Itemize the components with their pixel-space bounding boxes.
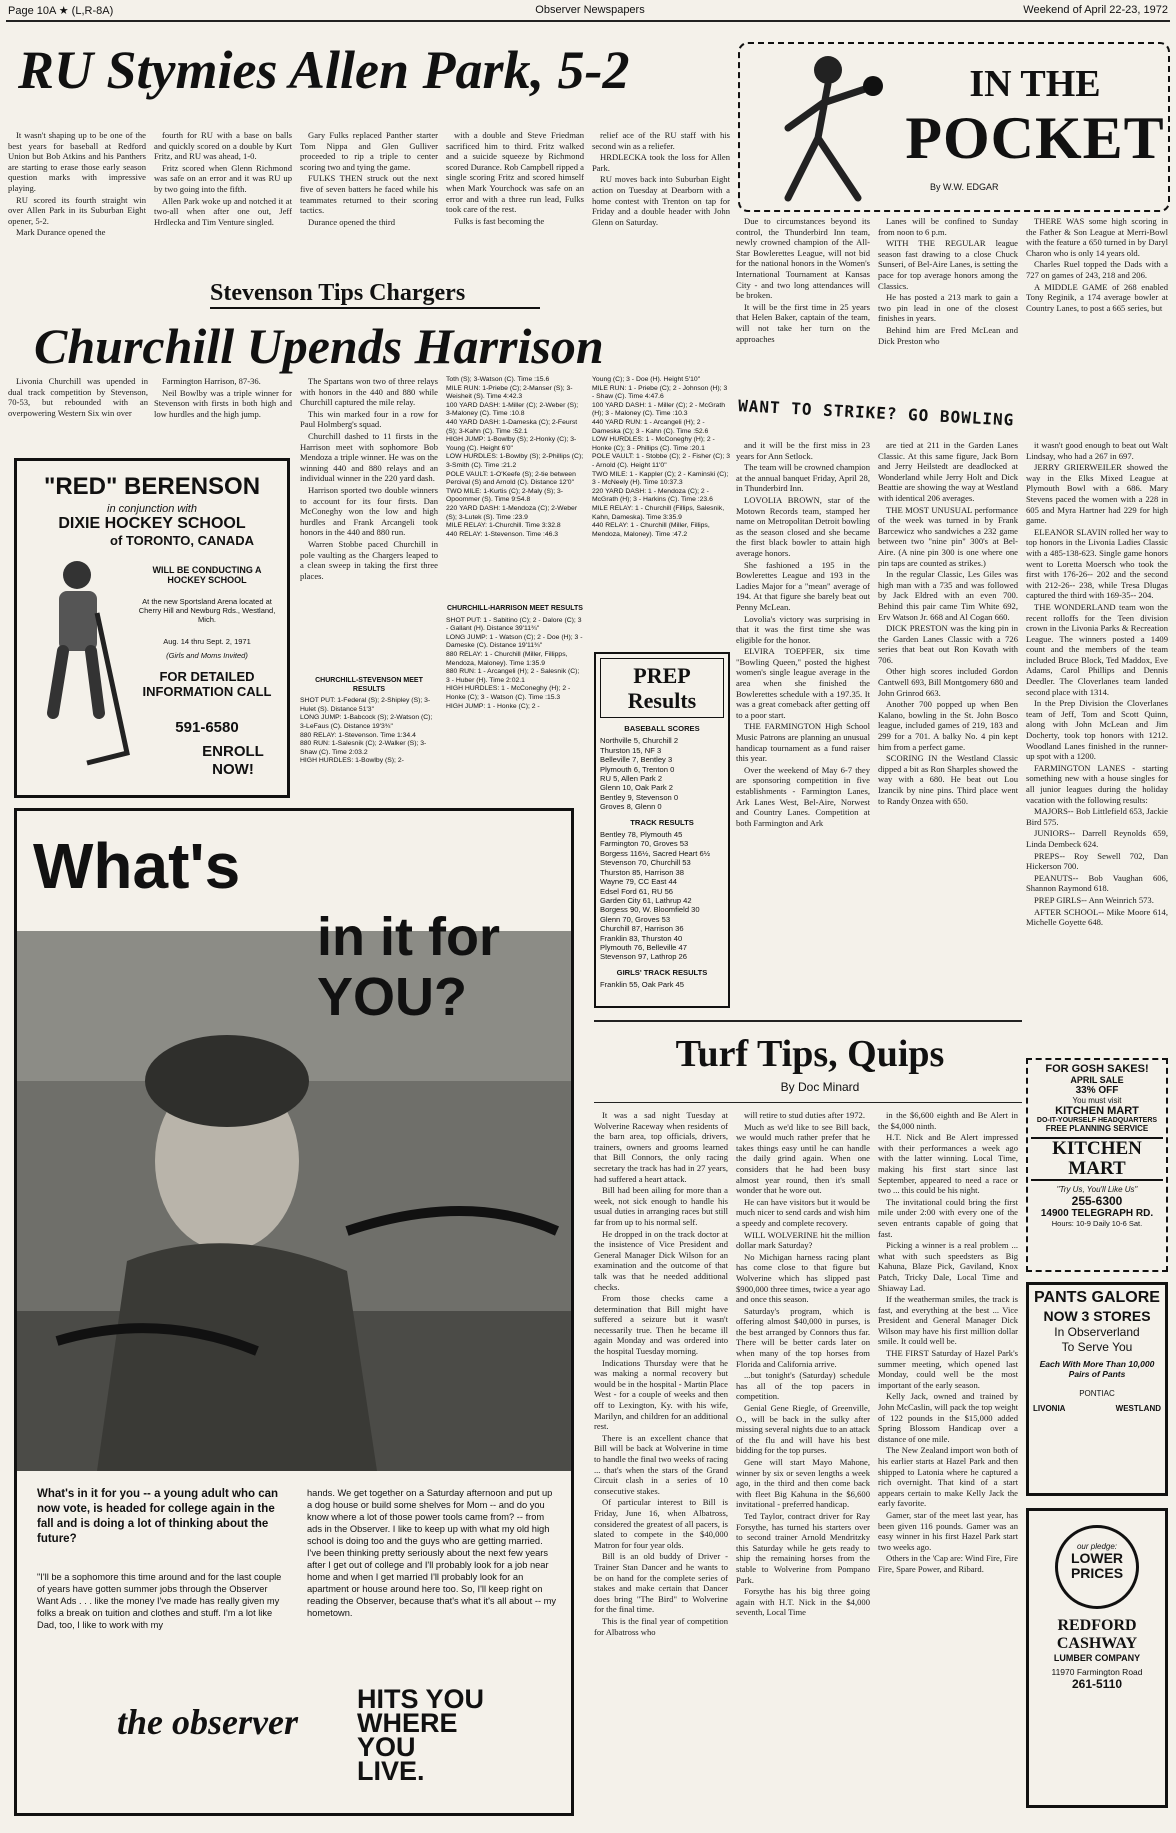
churchill-stevenson-results: CHURCHILL-STEVENSON MEET RESULTS SHOT PUT: 1-Federal (S); 2-Shipley (S); 3-Hulet (S). Distance 51'3" LONG JUMP: 1-Babcock (S); 2-Watson (C); 3-LeFaus (C). Distance 19'3¾" 880 RELAY: 1-Stevenson. Time 1:34.4 880 RUN: 1-Salesnik (C); 2-Walker (S); 3-Shaw (C). Time 2:03.2 HIGH HURDLES: 1-Bowlby (S); 2- bbox=[300, 677, 433, 765]
stevenson-kicker: Stevenson Tips Chargers bbox=[210, 280, 540, 309]
harrison-results-cont: Young (C); 3 - Doe (H). Height 5'10" MILE RUN: 1 - Priebe (C); 2 - Johnson (H); 3 - Shaw (C). Time 4:47.6 100 YARD DASH: 1 - Miller (C); 2 - McGrath (H); 3 - Maloney (C). Time :10.3 440 YARD RUN: 1 - Arcangeli (H); 2 - Dameska (C); 3 - Kahn (C). Time :52.6 LOW HURDLES: 1 - McConeghy (H); 2 - Honke (C); 3 - Phillips (C). Time :20.1 POLE VAULT: 1 - Stobbe (C); 2 - Fisher (C); 3 - Arnold (C). Height 11'0" TWO MILE: 1 - Kappler (C); 2 - Kaminski (C); 3 - McNeely (H). Time 10:37.3 220 YARD DASH: 1 - Mendoza (C); 2 - McGrath (H); 3 - Harkins (C). Time :23.6 MILE RELAY: 1 - Churchill (Fillips, Salesnik, Kahn, Dameska). Time 3:35.9 440 RELAY: 1 - Churchill (Miller, Fillips, Mendoza, Maloney). Time :47.2 bbox=[592, 376, 730, 538]
pocket-title-2: POCKET bbox=[905, 105, 1165, 171]
ru-col-5: relief ace of the RU staff with his second win as a reliefer. HRDLECKA took the loss for Allen Park. RU moves back into Suburban Eight action on Tuesday at Dearborn with a home contest with Trenton on tap for Friday and a double header with John Glenn on Saturday. bbox=[592, 130, 730, 227]
pocket-byline: By W.W. EDGAR bbox=[930, 182, 999, 192]
young-man-photo bbox=[17, 931, 571, 1471]
prep-results-box bbox=[594, 652, 730, 1008]
ru-col-3: Gary Fulks replaced Panther starter Tom Nippa and Glen Gulliver proceeded to rip a triple to center scoring two and tying the game. FULKS THEN struck out the next five of seven batters he faced while his teammates returned to their scoring tactics. Durance opened the third bbox=[300, 130, 438, 227]
turf-col-1: It was a sad night Tuesday at Wolverine Raceway when residents of the barn area, top officials, drivers, trainers, owners and grooms learned that Bill Connors, the only racing secretary the track has had in 27 years, had suffered a heart attack. Bill had been ailing for more than a week, not sick enough to handle his usual duties in arranging races but still far from up to his normal self. He dropped in on the track doctor at the insistence of Vice President and General Manager Dick Wilson for an examination and the outcome of that talk was that he needed additional checks. From those checks came a determination that Bill might have suffered a seizure but it wasn't necessarily true. Then he became ill again Monday and was ordered into the hospital Tuesday morning. Indications Thursday were that he was making a normal recovery but would be in the hospital - Martin Place West - for a couple of weeks and then off to Lexington, Ky. with his wife, Marilyn, and children for an additional rest. There is an excellent chance that Bill will be back at Wolverine in time to handle the final two weeks of racing ... that's when the stars of the Grand Circuit clash in a series of 10 consecutive stakes. Of particular interest to Bill is Friday, June 16, when Albatross, considered the greatest of all pacers, is slated to compete in the $40,000 Matron for four year olds. Bill is an old buddy of Driver - Trainer Stan Dancer and he wants to be on hand for the complete series of stakes and make certain that Dancer does bring "The Bird" to Wolverine for the final time. This is the final year of competition for Albatross who bbox=[594, 1110, 728, 1637]
turf-col-3: in the $6,600 eighth and Be Alert in the $4,000 ninth. H.T. Nick and Be Alert impressed with their performances a week ago with the latter winning. Local Time, making his first start since last September, appeared to need a race or two ... this could be his night. The invitational could bring the first mile under 2:00 with every one of the seven entrants capable of going that fast. Picking a winner is a real problem ... what with such speedsters as Big Kahuna, Blaze Pick, Gaviland, Knox Patch, Tricky Dale, Local Time and Shiaway Lad. If the weatherman smiles, the track is fast, and everything at the best ... Vice President and General Manager Dick Wilson may have his first million dollar smile. It could well be. THE FIRST Saturday of Hazel Park's summer meeting, which opened last Monday, could well be the most important of the early season. Kelly Jack, owned and trained by John McCaslin, will pack the top weight of 122 pounds in the $15,000 added Spring Blossom Handicap over a distance of one mile. The New Zealand import won both of his earlier starts at Hazel Park and then shipped to Latonia where he captured a rich overnight. That kind of a start appears certain to make Kelly Jack the early favorite. Gamer, star of the meet last year, has been given 116 pounds. Gamer was an easy winner in his first Hazel Park start two weeks ago. Others in the 'Cap are: Wind Fire, Fire Fire, Spare Power, and Ribard. bbox=[878, 1110, 1018, 1574]
bowl2-col-1: and it will be the first miss in 23 years for Ann Setlock. The team will be crowned champion at the annual banquet Friday, April 28, in Thunderbird Inn. LOVOLIA BROWN, star of the Motown Records team, stamped her name on Metropolitan Detroit bowling as the season closed and she became the first black bowler to attain high average honors. She fashioned a 195 in the Bowlerettes League and 193 in the Ladies Major for a "mean" average of 194. At that figure she barely beat out Penny McLean. Lovolia's victory was surprising in that it was the first time she was eligible for the honor. ELVIRA TOEPFER, six time "Bowling Queen," posted the highest women's single league average in the area when she finished the Bowlerettes schedule with a 197.35. It was a great comeback after getting off to a poor start. THE FARMINGTON High School Music Patrons are planning an unusual handicap tournament as a fund raiser this year. Over the weekend of May 6-7 they are sponsoring competition in five establishments - Farmington Lanes, Ark Lanes West, Bel-Aire, Norwest and Country Lanes. Competition at both Farmington and Ark bbox=[736, 440, 870, 828]
hockey-player-illustration bbox=[27, 553, 137, 773]
lower-prices-badge: our pledge: LOWER PRICES bbox=[1055, 1525, 1139, 1609]
masthead-paper: Observer Newspapers bbox=[535, 4, 645, 16]
pocket-col-1: Due to circumstances beyond its control, the Thunderbird Inn team, newly crowned champion of the All-Star Bowlerettes League, will not bid for the national honors in the Women's International Tournament at Kansas City - and two long attendances will be broken. It will be the first time in 25 years that Helen Baker, captain of the team, will not take her turn on the approaches bbox=[736, 216, 870, 344]
bowl2-col-3: it wasn't good enough to beat out Walt Lindsay, who had a 267 in 697. JERRY GRIERWEILER showed the way in the Elks Mixed League at Plymouth Bowl with a 686. Mary Stevens paced the women with a 228 in 605 and Myra Hartner had 229 for high game. ELEANOR SLAVIN rolled her way to top honors in the Livonia Ladies Classic with a 485-138-623. Single game honors went to Loretta Moersch who took the first with 176-26-- 202 and the second with 212-26-- 238, while Tresa Dlugas captured the third with 169-35-- 204. THE WONDERLAND team won the recent rolloffs for the Teen division crown in the Livonia Parks & Recreation League. The winners posted a 1409 count and the members of the team included Bruce Block, Ted Maddox, Eve Adams, Carol Phillips and Dennis Deedler. The Cloverlanes team landed second place with 1314. In the Prep Division the Cloverlanes team of Jeff, Tom and Scott Quinn, along with John McLean and Jim Docherty, took top honors with 1212. Woodland Lanes finished in the runner-up spot with a 1200. FARMINGTON LANES - starting something new with a house singles for all junior leagues during the holiday vacation with the following results: MAJORS-- Bob Littlefield 653, Jackie Bird 575. JUNIORS-- Darrell Reynolds 659, Linda Dembeck 624. PREPS-- Roy Sewell 702, Dan Hickerson 700. PEANUTS-- Bob Vaughan 606, Shannon Raymond 618. PREP GIRLS-- Ann Weinrich 573. AFTER SCHOOL-- Mike Moore 614, Michelle Goyette 648. bbox=[1026, 440, 1168, 928]
turf-bottom-rule bbox=[594, 1102, 1022, 1103]
pocket-col-3: THERE WAS some high scoring in the Father & Son League at Merri-Bowl with the feature a 650 turned in by Daryl Charon who is only 14 years old. Charles Ruel topped the Dads with a 727 on games of 243, 218 and 206. A MIDDLE GAME of 268 enabled Tony Reginik, a 174 average bowler at Country Lanes, to post a 665 series, but bbox=[1026, 216, 1168, 313]
ru-col-4: with a double and Steve Friedman sacrificed him to third. Fritz walked and a suicide squeeze by Richmond scored Durance. Rob Campbell ripped a single scoring Fritz and scored himself when Mark Yourchock was safe on an error and with a three run lead, Fulks took care of the rest. Fulks is fast becoming the bbox=[446, 130, 584, 226]
bowler-illustration bbox=[748, 48, 898, 208]
bowl2-col-2: are tied at 211 in the Garden Lanes Classic. At this same figure, Jack Born and Jerry Heilstedt are deadlocked at Wonderland while Jerry Holt and Dick Beattie are showing the way at Westland with identical 206 averages. THE MOST UNUSUAL performance of the week was turned in by Frank Barcewicz who sandwiches a 232 game between two "nine pin" 300's at Bel-Aire. (A nine pin 300 is one where one pin taps are counted as strikes.) In the regular Classic, Les Giles was high man with a 735 and was followed by Jack Eldred with an even 700. Behind this pair came Tim White 692, Erv Watson Jr. 668 and Al Cogan 660. DICK PRESTON was the king pin in the Garden Lanes Classic with a 726 series that beat out Ron Kovath with 706. Other high scores included Gordon Cantwell 693, Bill Montgomery 680 and John Grinrod 663. Another 700 popped up when Ben Kalano, bowling in the St. John Bosco league, included games of 219, 183 and 299 for a 701. A balky No. 4 pin kept him from a perfect game. SCORING IN the Westland Classic dipped a bit as Ron Sharples showed the way with a 680. He beat out Lou Izancik by nine pins. Third place went to Randy Onzea with 650. bbox=[878, 440, 1018, 806]
turf-headline: Turf Tips, Quips bbox=[675, 1033, 945, 1075]
ad-quote-2: hands. We get together on a Saturday afternoon and put up a dog house or build some shelves for Mom -- and do you know where a lot of those power tools came from? -- from ads in the Observer. I like to keep up with what my old high school is doing too and the guys who are getting married. I've been thinking pretty seriously about the next few years after I get out of college and I'll probably look for a job near home and when I get married I'll probably look for an apartment or house around here too. So, I'll keep right on reading the Observer, because that's what it's all about -- my hometown. bbox=[307, 1488, 557, 1618]
pocket-title-1: IN THE bbox=[969, 63, 1101, 105]
churchill-col-3: The Spartans won two of three relays with honors in the 440 and 880 while Churchill captured the mile relay. This win marked four in a row for Paul Holmberg's squad. Churchill dashed to 11 firsts in the Harrison meet with sophomore Bob Mendoza a triple winner. He was on the winning 440 and 880 relays and an individual winner in the 220 yard dash. Harrison sported two double winners to account for its four firsts. Dan McConeghy won the low and high hurdles and Frank Arcangeli took honors in the 440 and 880 run. Warren Stobbe paced Churchill in pole vaulting as the Chargers leaped to a clean sweep in taking the first three places. bbox=[300, 376, 438, 581]
pocket-header bbox=[738, 42, 1170, 212]
churchill-col-1: Livonia Churchill was upended in dual track competition by Stevenson, 70-53, but rebounded with an overpowering Western Six win over bbox=[8, 376, 148, 418]
pants-store-list: LIVONIA WESTLAND bbox=[1033, 1404, 1161, 1413]
ad-headline-in-it-for: in it for bbox=[317, 907, 500, 967]
turf-byline: By Doc Minard bbox=[780, 1080, 860, 1094]
churchill-col-2: Farmington Harrison, 87-36. Neil Bowlby was a triple winner for Stevenson with firsts in both high and low hurdles and the high jump. bbox=[154, 376, 292, 419]
berenson-phone: 591-6580 bbox=[175, 719, 239, 736]
bowling-slogan: WANT TO STRIKE? GO BOWLING bbox=[737, 396, 1015, 430]
turf-top-rule bbox=[594, 1020, 1022, 1022]
turf-col-2: will retire to stud duties after 1972. Much as we'd like to see Bill back, we would much rather prefer that he takes things easy until he can handle the daily grind again. When one considers that he had been busy almost year round, then it's small wonder that he wore out. He can have visitors but it would be much nicer to send cards and wish him a speedy and complete recovery. WILL WOLVERINE hit the million dollar mark Saturday? No Michigan harness racing plant has come close to that figure but Wolverine which has slipped past $900,000 three times, twice a year ago and once this season. Saturday's program, which is offering almost $40,000 in purses, is the best arranged by Connors thus far. There will be better cards later on when many of the top horses from Florida and California arrive. ...but tonight's (Saturday) schedule has all of the top pacers in competition. Genial Gene Riegle, of Greenville, O., will be back in the sulky after missing several nights due to an attack of the flu and will have his best bidding for the top purses. Gene will start Mayo Mahone, winner by six or seven lengths a week ago, in the third and then come back with fleet Big Kahuna in the $6,600 invitational - preferred handicap. Ted Taylor, contract driver for Ray Forsythe, has turned his starters over to second trainer Arnold Mendritzky this Saturday while he gets ready to ship the remaining horses from the stable to Wolverine from Pompano Park. Forsythe has his big three going again with H.T. Nick in the $4,000 seventh, Local Time bbox=[736, 1110, 870, 1618]
churchill-harrison-results: CHURCHILL-HARRISON MEET RESULTS SHOT PUT: 1 - Sabitino (C); 2 - Dalore (C); 3 - Gallant (H). Distance 39'11¾" LONG JUMP: 1 - Watson (C); 2 - Doe (H); 3 - Dameske (C). Distance 19'11¾" 880 RELAY: 1 - Churchill (Miller, Fillipps, Mendoza, Maloney). Time 1:35.9 880 RUN: 1 - Arcangeli (H); 2 - Salesnik (C); 3 - Huber (H). Time 2:02.1 HIGH HURDLES: 1 - McConeghy (H); 2 - Honke (C); 3 - Watson (C). Time :15.3 HIGH JUMP: 1 - Honke (C); 2 - bbox=[446, 605, 583, 710]
berenson-hockey-ad: "RED" BERENSON in conjunction with DIXIE HOCKEY SCHOOL of TORONTO, CANADA WILL BE CONDUCTING A HOCKEY SCHOOL At the new Sportsland Arena located at Cherry Hill and Newburg Rds., Westland, Mich. Aug. 14 thru Sept. 2, 1971 (Girls and Moms Invited) FOR DETAILED INFORMATION CALL 591-6580 ENROLL NOW! bbox=[14, 458, 290, 798]
kitchen-mart-ad: FOR GOSH SAKES! APRIL SALE 33% OFF You must visit KITCHEN MART DO-IT-YOURSELF HEADQUARTERS FREE PLANNING SERVICE KITCHEN MART "Try Us, You'll Like Us" 255-6300 14900 TELEGRAPH RD. Hours: 10-9 Daily 10-6 Sat. bbox=[1026, 1058, 1168, 1272]
berenson-enroll: ENROLL NOW! bbox=[202, 743, 264, 778]
observer-ad bbox=[14, 808, 574, 1816]
stevenson-results-cont: Toth (S); 3-Watson (C). Time :15.6 MILE RUN: 1-Priebe (C); 2-Manser (S); 3-Weisheit (S). Time 4:42.3 100 YARD DASH: 1-Miller (C); 2-Weber (S); 3-Maloney (C). Time :10.8 440 YARD DASH: 1-Dameska (C); 2-Feurst (S); 3-Kahn (C). Time :52.1 HIGH JUMP: 1-Bowlby (S); 2-Honky (C); 3-Young (C). Height 6'0" LOW HURDLES: 1-Bowlby (S); 2-Phillips (C); 3-Smith (C). Time :21.2 POLE VAULT: 1-O'Keefe (S); 2-tie between Percival (S) and Arnold (C). Distance 12'0" TWO MILE: 1-Kurtis (C); 2-Maly (S); 3-Opoommer (S). Time 9:54.8 220 YARD DASH: 1-Mendoza (C); 2-Weber (S); 3-Lutek (S). Time :23.9 MILE RELAY: 1-Churchill. Time 3:32.8 440 RELAY: 1-Stevenson. Time :46.3 bbox=[446, 376, 584, 538]
kitchen-mart-logo: KITCHEN MART bbox=[1031, 1137, 1163, 1181]
ru-col-2: fourth for RU with a base on balls and quickly scored on a double by Kurt Fritz, and RU was ahead, 1-0. Fritz scored when Glenn Richmond was safe on an error and it was RU up by two going into the fifth. Allen Park woke up and notched it at two-all when after one out, Jeff Hrdlecka and Tim Venture singled. bbox=[154, 130, 292, 227]
ru-col-1: It wasn't shaping up to be one of the best years for baseball at Redford Union but Bob Atkins and his Panthers are starting to erase those early season question marks with impressive playing. RU scored its fourth straight win over Allen Park in its Suburban Eight opener, 5-2. Mark Durance opened the bbox=[8, 130, 146, 238]
baseball-scores: BASEBALL SCORES Northville 5, Churchill 2 Thurston 15, NF 3 Belleville 7, Bentley 3 Plymouth 6, Trenton 0 RU 5, Allen Park 2 Glenn 10, Oak Park 2 Bentley 9, Stevenson 0 Groves 8, Glenn 0 bbox=[600, 724, 700, 812]
redford-cashway-ad: our pledge: LOWER PRICES REDFORD CASHWAY LUMBER COMPANY 11970 Farmington Road 261-5110 bbox=[1026, 1508, 1168, 1808]
pants-galore-ad: PANTS GALORE NOW 3 STORES In Observerland To Serve You Each With More Than 10,000 Pairs of Pants PONTIAC LIVONIA WESTLAND bbox=[1026, 1282, 1168, 1496]
ad-quote-1: "I'll be a sophomore this time around and for the last couple of years have gotten summer jobs through the Observer Want Ads . . . like the money I've made has really given my folks a break on tuition and clothes and stuff. I'm a lot like Dad, too, I like to work with my bbox=[37, 1572, 282, 1630]
ad-headline-you: YOU? bbox=[317, 967, 468, 1027]
berenson-name: "RED" BERENSON bbox=[43, 473, 261, 500]
masthead-page: Page 10A ★ (L,R-8A) bbox=[8, 5, 114, 17]
ru-headline: RU Stymies Allen Park, 5-2 bbox=[18, 40, 630, 100]
observer-brand-logo: the observer bbox=[117, 1702, 298, 1742]
girls-track-results: GIRLS' TRACK RESULTS Franklin 55, Oak Park 45 bbox=[600, 967, 708, 990]
prep-title: PREP Results bbox=[600, 658, 724, 718]
pocket-col-2: Lanes will be confined to Sunday from noon to 6 p.m. WITH THE REGULAR league season fast drawing to a close Chuck Sunseri, of Bel-Aire Lanes, is setting the pace for top average honors among the Classics. He has posted a 213 mark to gain a two pin lead in one of the closest finishes in years. Behind him are Fred McLean and Dick Preston who bbox=[878, 216, 1018, 346]
track-results: TRACK RESULTS Bentley 78, Plymouth 45 Farmington 70, Groves 53 Borgess 116½, Sacred Heart 6½ Stevenson 70, Churchill 53 Thurston 85, Harrison 38 Wayne 79, CC East 44 Edsel Ford 61, RU 56 Garden City 61, Lathrup 42 Borgess 90, W. Bloomfield 30 Glenn 70, Groves 53 Churchill 87, Harrison 36 Franklin 83, Thurston 40 Plymouth 76, Belleville 47 Stevenson 97, Lathrop 26 bbox=[600, 817, 711, 962]
ad-headline-whats: What's bbox=[33, 830, 241, 902]
ad-lede: What's in it for you -- a young adult who can now vote, is headed for college again in the fall and is doing a lot of thinking about the future? bbox=[37, 1488, 279, 1545]
redford-name: REDFORD CASHWAY bbox=[1056, 1617, 1138, 1652]
masthead-date: Weekend of April 22-23, 1972 bbox=[1023, 4, 1168, 16]
masthead-rule bbox=[6, 20, 1170, 22]
observer-tagline: HITS YOU WHERE YOU LIVE. bbox=[357, 1684, 485, 1786]
churchill-headline: Churchill Upends Harrison bbox=[34, 318, 604, 374]
